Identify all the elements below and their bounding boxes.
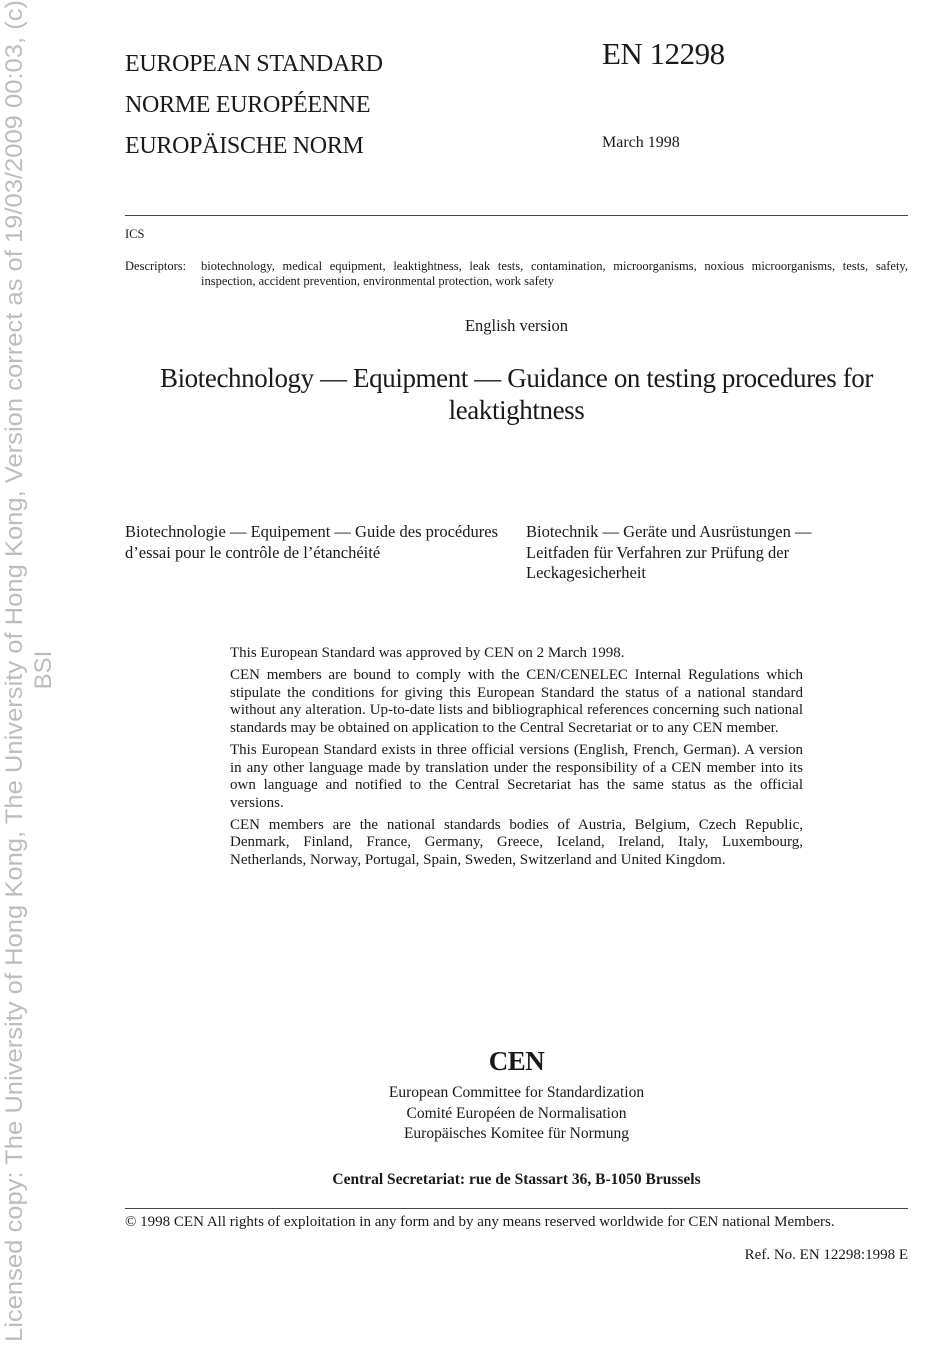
publication-date: March 1998 <box>602 134 680 151</box>
title-french: NORME EUROPÉENNE <box>125 92 371 118</box>
descriptors-label: Descriptors: <box>125 259 187 273</box>
title-english: EUROPEAN STANDARD <box>125 51 383 77</box>
standard-type-titles <box>125 44 383 167</box>
license-watermark <box>0 0 60 1345</box>
copyright-notice: © 1998 CEN All rights of exploitation in any form and by any means reserved worldwide for CEN national Members. <box>125 1214 835 1230</box>
approval-text <box>230 645 803 874</box>
approval-paragraph: This European Standard was approved by CEN on 2 March 1998. <box>230 645 625 661</box>
header-divider <box>125 215 908 216</box>
org-name-german: Europäisches Komitee für Normung <box>403 1125 630 1142</box>
secretariat-address: Central Secretariat: rue de Stassart 36, B-1050 Brussels <box>332 1171 701 1188</box>
standard-number: EN 12298 <box>602 36 725 71</box>
footer-divider <box>125 1208 908 1209</box>
versions-paragraph: This European Standard exists in three official versions (English, French, German). A version in any other language made by translation under the responsibility of a CEN member into its own language and notified to the Central Secretariat has the same status as the official versions. <box>230 741 803 811</box>
version-label: English version <box>464 316 569 335</box>
members-paragraph: CEN members are the national standards bodies of Austria, Belgium, Czech Republic, Denmark, Finland, France, Germany, Greece, Iceland, Ireland, Italy, Luxembourg, Netherlands, Norway, Portugal, Spain, Sweden, Switzerland and United Kingdom. <box>230 816 803 869</box>
reference-number: Ref. No. EN 12298:1998 E <box>744 1247 908 1263</box>
ics-label: ICS <box>125 227 145 241</box>
org-name-french: Comité Européen de Normalisation <box>406 1104 627 1122</box>
german-title: Biotechnik — Geräte und Ausrüstungen — Leitfaden für Verfahren zur Prüfung der Leckagesicherheit <box>526 522 812 582</box>
watermark-graphic <box>0 0 60 1345</box>
french-title: Biotechnologie — Equipement — Guide des procédures d’essai pour le contrôle de l’étanchéité <box>125 522 498 562</box>
organization-names <box>125 1083 908 1145</box>
org-name-english: European Committee for Standardization <box>388 1084 645 1101</box>
document-title: Biotechnology — Equipment — Guidance on testing procedures for leaktightness <box>159 363 874 425</box>
watermark-line-1: Licensed copy: The University of Hong Kong, The University of Hong Kong, Version correct as of 19/03/2009 00:03, (c) <box>1 82 28 1342</box>
compliance-paragraph: CEN members are bound to comply with the CEN/CENELEC Internal Regulations which stipulate the conditions for giving this European Standard the status of a national standard without any alteration. Up-to-date lists and bibliographical references concerning such national standards may be obtained on application to the Central Secretariat or to any CEN member. <box>230 667 803 736</box>
watermark-line-2: BSI <box>30 650 57 690</box>
descriptors-text: biotechnology, medical equipment, leaktightness, leak tests, contamination, microorganisms, noxious microorganisms, tests, safety, inspection, accident prevention, environmental protection, work safety <box>201 259 908 288</box>
title-german: EUROPÄISCHE NORM <box>125 133 364 159</box>
cen-logo-text: CEN <box>488 1046 545 1076</box>
